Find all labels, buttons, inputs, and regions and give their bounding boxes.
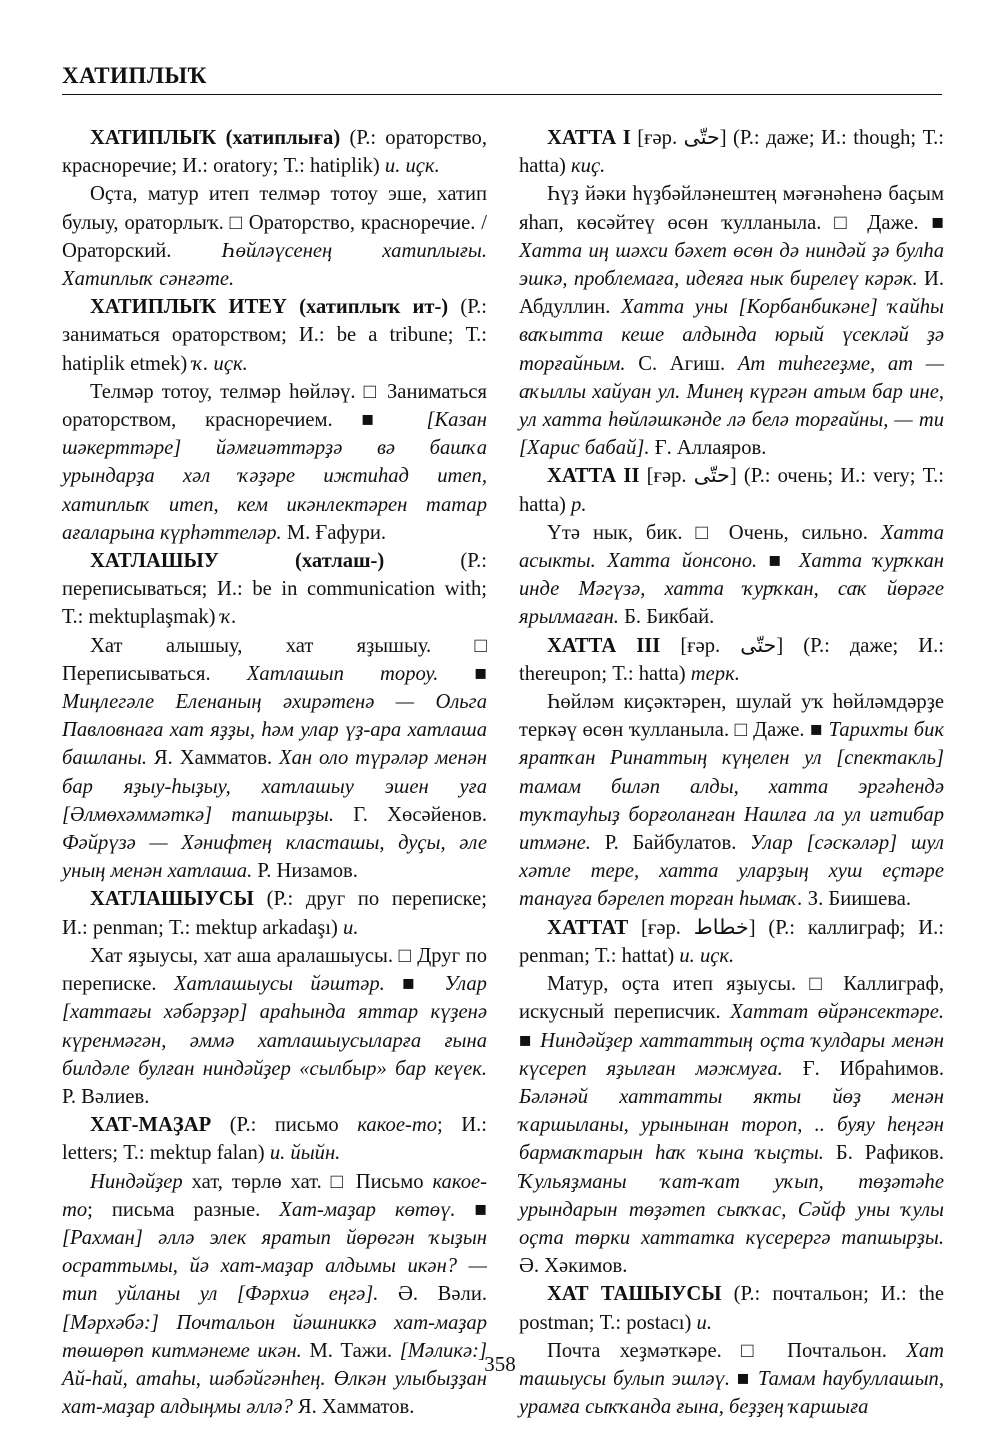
separator: ■: [519, 1029, 541, 1052]
source: Г. Хөсәйенов.: [333, 803, 487, 826]
entry-body: [62, 1168, 487, 1422]
entry-head: [62, 293, 487, 378]
entry-head: [62, 1111, 487, 1167]
pos-label: киҫ.: [571, 155, 606, 178]
left-column: [62, 124, 487, 1421]
pos-label: и. иҫк.: [384, 155, 440, 178]
entry-body: [62, 632, 487, 886]
example: Улар [хаттағы хәбәрҙәр] араһында яттар күҙенә күренмәгән, әммә хатлашыусыларға ғына билдәле булған ниндәйҙер «сылбыр» бар кеүек.: [62, 973, 487, 1080]
pos-label: и. йыйн.: [269, 1142, 341, 1165]
headword: ХАТТА III: [547, 634, 661, 657]
separator: ■: [730, 1367, 758, 1390]
source: М. Ғафури.: [281, 521, 387, 544]
pos-label: и.: [343, 916, 359, 939]
example: Хатта асыкты. Хатта йонсоно.: [519, 521, 944, 573]
gloss: (Р.: заниматься ораторством; И.: be a tribune; Т.: hatiplik etmek): [62, 296, 487, 375]
example: Бәләнәй хаттатты якты йөҙ менән ҡаршыланы, урынынан тороп, .. буяу һеңгән бармаҡтарын һаҡ ҡына ҡыҫты.: [519, 1085, 944, 1165]
pos-label: ҡ. иҫк.: [192, 352, 248, 375]
gloss: (Р.: друг по переписке; И.: penman; Т.: mektup arkadaşı): [62, 888, 487, 939]
pos-label: и. иҫк.: [679, 944, 735, 967]
gloss: (Р.: письмо: [211, 1114, 358, 1137]
source: М. Тажи.: [301, 1339, 400, 1362]
entry-body: [519, 180, 944, 462]
source: Р. Байбулатов.: [590, 832, 751, 855]
source: Я. Хамматов.: [147, 747, 280, 770]
example: какое-то: [62, 1170, 487, 1221]
source: С. Агиш.: [625, 352, 738, 375]
source: Ғ. Ибраһимов.: [782, 1057, 944, 1080]
example: Хат ташыусы булып эшләү.: [519, 1339, 944, 1390]
gloss: (Р.: почтальон; И.: the postman; Т.: postacı): [519, 1283, 944, 1334]
example: Хатта иң шәхси бәхет өсөн дә ниндәй ҙә булһа эшкә, проблемаға, идеяға нык бирелеү кәрәк.: [519, 239, 944, 291]
definition: Оҫта, матур итеп телмәр тотоу эше, хатип булыу, ораторлыҡ. □ Ораторство, красноречие. / Ораторский.: [62, 183, 487, 262]
example: [Мәликә:] Ай-һай, атаһы, шәбәйгәнһең. Өлкән улыбыҙҙан хат-маҙар алдыңмы әллә?: [62, 1339, 487, 1419]
header-title: ХАТИПЛЫҠ: [62, 63, 208, 88]
headword: ХАТТА I: [547, 127, 631, 149]
example: Хатта уны [Корбанбикәне] ҡайһы ваҡытта кеше алдында юрый үсекләй ҙә торғайным.: [519, 296, 944, 375]
entry-body: [62, 378, 487, 547]
source: Ғ. Аллаяров.: [649, 437, 767, 460]
example: Ҡульяҙманы ҡат-ҡат уҡып, төҙәтәһе урындарын төҙәтеп сыҡҡас, Сәйф уны ҡулы оҫта төрки хаттатка күсерергә тапшырҙы.: [519, 1170, 944, 1249]
source: З. Биишева.: [802, 888, 912, 911]
definition: Телмәр тотоу, телмәр һөйләү. □ Заниматься ораторством, красноречием. ■: [62, 380, 487, 432]
source: Р. Вәлиев.: [62, 1085, 150, 1108]
headword: ХАТИПЛЫҠ (хатиплыға): [90, 127, 341, 149]
definition: Үтә нык, бик. □ Очень, сильно.: [547, 521, 881, 544]
gloss: (Р.: ораторство, красноречие; И.: oratory; Т.: hatiplik): [62, 127, 487, 178]
headword: ХАТ-МАҘАР: [90, 1114, 212, 1137]
headword: ХАТ ТАШЫУСЫ: [547, 1283, 722, 1306]
source: Ә. Хәкимов.: [519, 1255, 628, 1278]
example: [Казан шәкерттәре] йәмғиәттәрҙә вә башҡа урындарҙа хәл ҡәҙәре ижтиһад итеп, хатиплыҡ итеп, кем икәнлектәрен татар ағаларына күрһәттеләр.: [62, 409, 487, 544]
example: Хаттат өйрәнсектәре.: [730, 1001, 944, 1024]
example: Һөйләүсенең хатиплығы. Хатиплыҡ сәнғәте.: [62, 239, 487, 291]
pos-label: ҡ.: [220, 606, 237, 629]
definition: Почта хеҙмәткәре. □ Почтальон.: [547, 1339, 907, 1362]
entry-head: [62, 885, 487, 941]
gloss: [ғәр. حتّى] (Р.: даже; И.: though; Т.: hatta): [519, 127, 945, 178]
definition: Һүҙ йәки һүҙбәйләнештең мәғәнәһенә баҫым яһап, көсәйтеү өсөн ҡулланыла. □ Даже. ■: [519, 183, 944, 234]
example: Хатта ҡурҡкан инде Мәгүзә, хатта ҡурҡкан, саҡ йөрәге ярылмаған.: [519, 550, 944, 629]
example: Тарихты бик яратҡан Ринаттың күңелен ул [спектакль] тамам биләп алды, хатта эргәһендә туҡтауһыҙ борғоланған Наилға ла ул иғтибар итмәне.: [519, 719, 945, 855]
entry-head: [519, 462, 944, 518]
definition: Матур, оҫта итеп яҙыусы. □ Каллиграф, искусный переписчик.: [519, 973, 944, 1024]
example: Хатлашып тороу.: [246, 662, 439, 685]
gloss: [ғәр. حتّى] (Р.: даже; И.: thereupon; Т.: hatta): [519, 634, 945, 685]
example: Ниндәйҙер: [90, 1170, 183, 1193]
separator: ■: [455, 1198, 487, 1221]
entry-body: [519, 519, 944, 632]
running-header: [62, 58, 942, 95]
headword: ХАТЛАШЫУСЫ: [90, 888, 254, 911]
entry-head: [519, 124, 944, 180]
gloss: [ғәр. خطاط] (Р.: каллиграф; И.: penman; Т.: hattat): [519, 916, 944, 967]
separator: ■: [384, 973, 445, 996]
definition: Хат алышыу, хат яҙышыу. □ Переписываться.: [62, 634, 487, 685]
definition: Хат яҙыусы, хат аша аралашыусы. □ Друг по переписке.: [62, 944, 487, 996]
page-number: 358: [484, 1352, 516, 1376]
entry-body: [519, 1337, 944, 1422]
example: Ат тиһегеҙме, ат — аҡыллы хайуан ул. Минең күргән атым бар ине, ул хатта һөйләшкәнде лә белә торғайны, — ти [Харис бабай].: [519, 352, 944, 460]
headword: ХАТЛАШЫУ (хатлаш-): [90, 550, 385, 573]
example: [Рахман] әллә элек яратып йөрөгән ҡыҙын осраттымы, йә хат-маҙар алдымы икән? — тип уйланы ул [Фәрхиә еңгә].: [62, 1226, 487, 1306]
entry-head: [62, 124, 487, 180]
pos-label: терк.: [690, 662, 740, 685]
example: Ниндәйҙер хаттаттың оҫта ҡулдары менән күсереп яҙылған мәжмуға.: [519, 1029, 944, 1080]
separator: ■: [757, 550, 799, 573]
definition: ; письма разные.: [87, 1198, 280, 1221]
gloss: (Р.: переписываться; И.: be in communication with; Т.: mektuplaşmak): [62, 550, 487, 629]
entry-head: [519, 1280, 944, 1336]
headword: ХАТТА II: [547, 465, 640, 488]
separator: ■: [438, 662, 487, 685]
headword: ХАТТАТ: [547, 916, 629, 939]
source: Р. Низамов.: [252, 860, 358, 883]
pos-label: и.: [696, 1311, 712, 1334]
pos-label: р.: [571, 493, 587, 516]
example: Улар [сәскәләр] шул хәтле тере, хатта уларҙың хуш еҫтәре танауға бәрелеп торған һымаҡ.: [519, 832, 944, 911]
gloss: ; И.: letters; Т.: mektup falan): [62, 1114, 487, 1165]
example: Фәйрүзә — Хәнифтең класташы, дуҫы, әле уның менән хатлаша.: [62, 832, 487, 883]
source: Б. Бикбай.: [618, 606, 715, 629]
source: Б. Рафиков.: [823, 1142, 944, 1165]
example: [Мәрхәбә:] Почтальон йәшниккә хат-маҙар төшөрөп китмәнеме икән.: [62, 1311, 487, 1362]
gloss: [ғәр. حتّى] (Р.: очень; И.: very; Т.: hatta): [519, 465, 945, 516]
entry-body: [62, 180, 487, 293]
source: Я. Хамматов.: [292, 1396, 415, 1419]
example: Хатлашыусы йәштәр.: [173, 973, 385, 996]
source: Ә. Вәли.: [378, 1283, 487, 1306]
example: Тамам һаубуллашып, урамға сыҡҡанда ғына, беҙҙең ҡаршыға: [519, 1367, 944, 1419]
entry-body: [62, 942, 487, 1111]
gloss-italic: какое-то: [357, 1114, 437, 1137]
entry-body: [519, 970, 944, 1280]
header-rule: [62, 94, 942, 95]
headword: ХАТИПЛЫҠ ИТЕҮ (хатиплыҡ ит-): [90, 296, 449, 319]
example: Хан оло түрәләр менән бар яҙыу-һыҙыу, хатлашыу эшен уға [Әлмөхәммәткә] тапшырҙы.: [62, 747, 487, 826]
right-column: [519, 124, 944, 1421]
source: И. Абдуллин.: [519, 268, 944, 319]
example: Хат-маҙар көтөү.: [279, 1198, 456, 1221]
entry-head: [519, 914, 944, 970]
entry-body: [519, 688, 944, 914]
entry-head: [62, 547, 487, 632]
definition: хат, төрлө хат. □ Письмо: [182, 1170, 433, 1193]
definition: Һөйләм киҫәктәрен, шулай уҡ һөйләмдәрҙе теркәү өсөн ҡулланыла. □ Даже. ■: [519, 691, 944, 742]
example: Миңлегәле Еленаның әхирәтенә — Ольга Павловнаға хат яҙҙы, һәм улар үҙ-ара хатлаша башланы.: [62, 691, 487, 770]
entry-head: [519, 632, 944, 688]
